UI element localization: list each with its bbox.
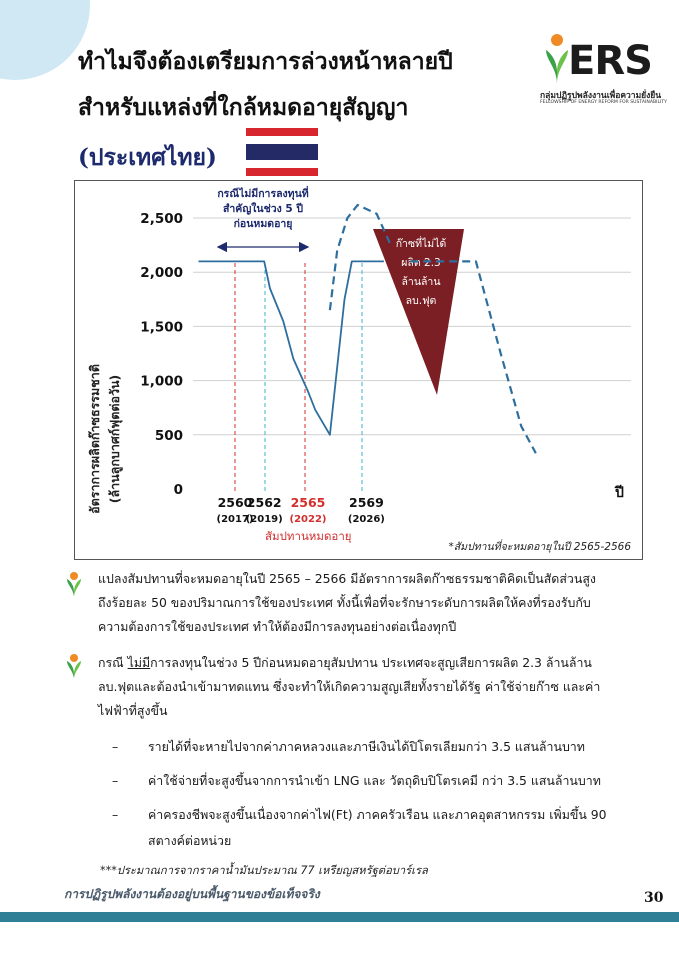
footer-slogan: การปฏิรูปพลังงานต้องอยู่บนพื้นฐานของข้อเท็จจริง [64,887,320,901]
bullet2-line2: ลบ.ฟุตและต้องนำเข้ามาทดแทน ซึ่งจะทำให้เกิดความสูญเสียทั้งรายได้รัฐ ค่าใช้จ่ายก๊าซ และค่า [98,679,601,694]
bullet1-line3: ความต้องการใช้ของประเทศ ทำให้ต้องมีการลงทุนอย่างต่อเนื่องทุกปี [98,619,457,634]
series-line-2 [330,205,390,310]
bullet-paragraph-1 [98,567,653,639]
ers-logo [540,30,665,110]
sub-item-2-text: ค่าใช้จ่ายที่จะสูงขึ้นจากการนำเข้า LNG และ วัตถุดิบปิโตรเคมี กว่า 3.5 แสนล้านบาท [148,773,601,788]
dash-mark: – [112,739,119,754]
ers-sprout-bullet-icon [64,570,84,596]
chart-note: *สัมปทานที่จะหมดอายุในปี 2565-2566 [448,541,631,553]
x-tick-year: 2569 [349,495,384,510]
loss-label-line: ก๊าซที่ไม่ได้ [395,238,447,250]
bullet1-line1: แปลงสัมปทานที่จะหมดอายุในปี 2565 – 2566 มีอัตราการผลิตก๊าซธรรมชาติคิดเป็นสัดส่วนสูง [98,571,596,586]
ers-logo-thai-name: กลุ่มปฏิรูปพลังงานเพื่อความยั่งยืน [540,91,662,101]
y-tick-label: 2,000 [140,265,183,282]
x-tick-ce: (2017) [216,514,254,525]
y-axis-label-line1: อัตราการผลิตก๊าซธรรมชาติ [87,364,102,514]
y-tick-label: 1,500 [140,319,183,336]
x-tick-ce: (2022) [289,514,327,525]
loss-label-line: ผลิต 2.3 [401,257,441,269]
page-title-country: (ประเทศไทย) [78,144,217,171]
x-tick-ce: (2026) [347,514,385,525]
thai-flag-icon [246,128,318,176]
arrow-label-line: ก่อนหมดอายุ [233,218,293,230]
ers-logo-english-name: FELLOWSHIP OF ENERGY REFORM FOR SUSTAINABILITY [540,100,667,105]
x-tick-year: 2560 [217,495,253,510]
y-axis-label-line2: (ล้านลูกบาศก์ฟุตต่อวัน) [107,374,122,504]
ers-logo-letters: ERS [568,38,652,84]
arrow-label-line: สำคัญในช่วง 5 ปี [222,203,304,215]
series-line-1 [199,261,384,434]
unproduced-gas-area [373,229,464,395]
x-axis-label: ปี [615,485,624,501]
bullet1-line2: ถึงร้อยละ 50 ของปริมาณการใช้ของประเทศ ทั้งนี้เพื่อที่จะรักษาระดับการผลิตให้คงที่รองรับกับ [98,595,591,610]
loss-label-line: ลบ.ฟุต [405,295,437,307]
y-tick-label: 0 [173,482,183,498]
bullet2-line1-prefix: กรณี [98,655,128,670]
bullet-paragraph-2 [98,651,653,723]
sub-item-3-text-line2: สตางค์ต่อหน่วย [148,833,232,848]
x-tick-ce: (2019) [245,514,283,525]
loss-label-line: ล้านล้าน [401,276,441,288]
arrow-label-line: กรณีไม่มีการลงทุนที่ [217,188,309,200]
y-tick-label: 1,000 [140,373,183,390]
concession-expiry-label: สัมปทานหมดอายุ [265,529,352,543]
bullet2-line1-suffix: การลงทุนในช่วง 5 ปีก่อนหมดอายุสัมปทาน ประเทศจะสูญเสียการผลิต 2.3 ล้านล้าน [150,655,592,670]
y-tick-label: 2,500 [140,211,183,227]
sub-item-1-text: รายได้ที่จะหายไปจากค่าภาคหลวงและภาษีเงินได้ปิโตรเลียมกว่า 3.5 แสนล้านบาท [148,739,585,754]
corner-decoration [0,0,90,80]
footnote: ***ประมาณการจากราคาน้ำมันประมาณ 77 เหรียญสหรัฐต่อบาร์เรล [100,864,428,877]
bullet2-line1 [98,651,653,675]
five-year-arrow-label [217,185,308,231]
bullet2-underlined-word: ไม่มี [127,655,151,670]
y-axis-label [87,364,123,514]
dash-mark: – [112,773,119,788]
x-tick-year: 2562 [246,495,282,510]
gas-production-chart [74,180,643,560]
sub-item-3-text-line1: ค่าครองชีพจะสูงขึ้นเนื่องจากค่าไฟ(Ft) ภาคครัวเรือน และภาคอุตสาหกรรม เพิ่มขึ้น 90 [148,807,607,822]
dash-mark: – [112,807,119,822]
ers-sprout-bullet-icon [64,652,84,678]
page-title-line2: สำหรับแหล่งที่ใกล้หมดอายุสัญญา [78,94,409,121]
bullet2-line3: ไฟฟ้าที่สูงขึ้น [98,703,168,718]
footer-bar [0,912,679,922]
page-number: 30 [644,890,664,906]
y-tick-label: 500 [154,427,183,444]
page-title-line1: ทำไมจึงต้องเตรียมการล่วงหน้าหลายปี [78,48,453,75]
x-tick-year: 2565 [290,495,326,510]
chart-canvas [75,181,642,559]
